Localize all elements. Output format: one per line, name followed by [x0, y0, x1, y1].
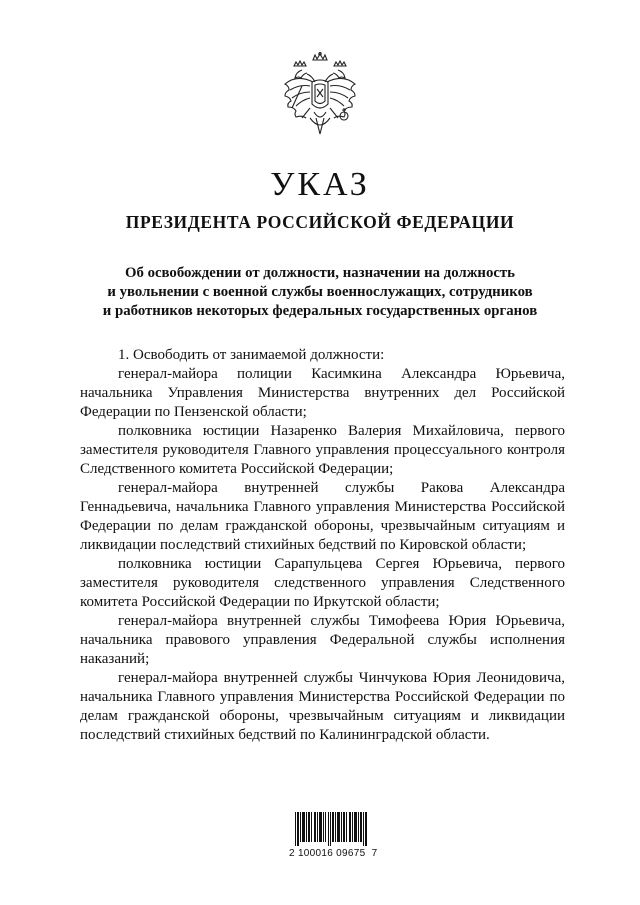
decree-paragraph: полковника юстиции Сарапульцева Сергея Юрьевича, первого заместителя руководителя следственного управления Следственного комитета Российской Федерации по Иркутской области;	[80, 556, 565, 610]
coat-of-arms-icon	[280, 52, 360, 144]
decree-paragraph: генерал-майора внутренней службы Тимофеева Юрия Юрьевича, начальника правового управления Федеральной службы исполнения наказаний;	[80, 613, 565, 667]
decree-heading	[60, 264, 580, 321]
decree-paragraph: генерал-майора полиции Касимкина Александра Юрьевича, начальника Управления Министерства внутренних дел Российской Федерации по Пензенской области;	[80, 366, 565, 420]
document-subtitle: ПРЕЗИДЕНТА РОССИЙСКОЙ ФЕДЕРАЦИИ	[125, 212, 515, 232]
decree-paragraph: генерал-майора внутренней службы Ракова Александра Геннадьевича, начальника Главного управления Министерства Российской Федерации по делам гражданской обороны, чрезвычайным ситуациям и ликвидации последствий стихийных бедствий по Кировской области;	[80, 480, 565, 553]
heading-line: и увольнении с военной службы военнослужащих, сотрудников	[107, 284, 533, 300]
barcode-block	[289, 812, 379, 859]
heading-line: и работников некоторых федеральных государственных органов	[102, 303, 538, 319]
barcode-number: 2 100016 09675 7	[289, 848, 378, 859]
heading-line: Об освобождении от должности, назначении на должность	[124, 265, 516, 281]
decree-paragraph: генерал-майора внутренней службы Чинчукова Юрия Леонидовича, начальника Главного управления Министерства Российской Федерации по делам гражданской обороны, чрезвычайным ситуациям и ликвидации последствий стихийных бедствий по Калининградской области.	[80, 670, 565, 743]
decree-body	[80, 346, 565, 745]
decree-paragraph: 1. Освободить от занимаемой должности:	[118, 347, 385, 363]
barcode-icon	[295, 812, 367, 846]
decree-paragraph: полковника юстиции Назаренко Валерия Михайловича, первого заместителя руководителя Главного управления процессуального контроля Следственного комитета Российской Федерации;	[80, 423, 565, 477]
document-title: УКАЗ	[270, 166, 370, 203]
